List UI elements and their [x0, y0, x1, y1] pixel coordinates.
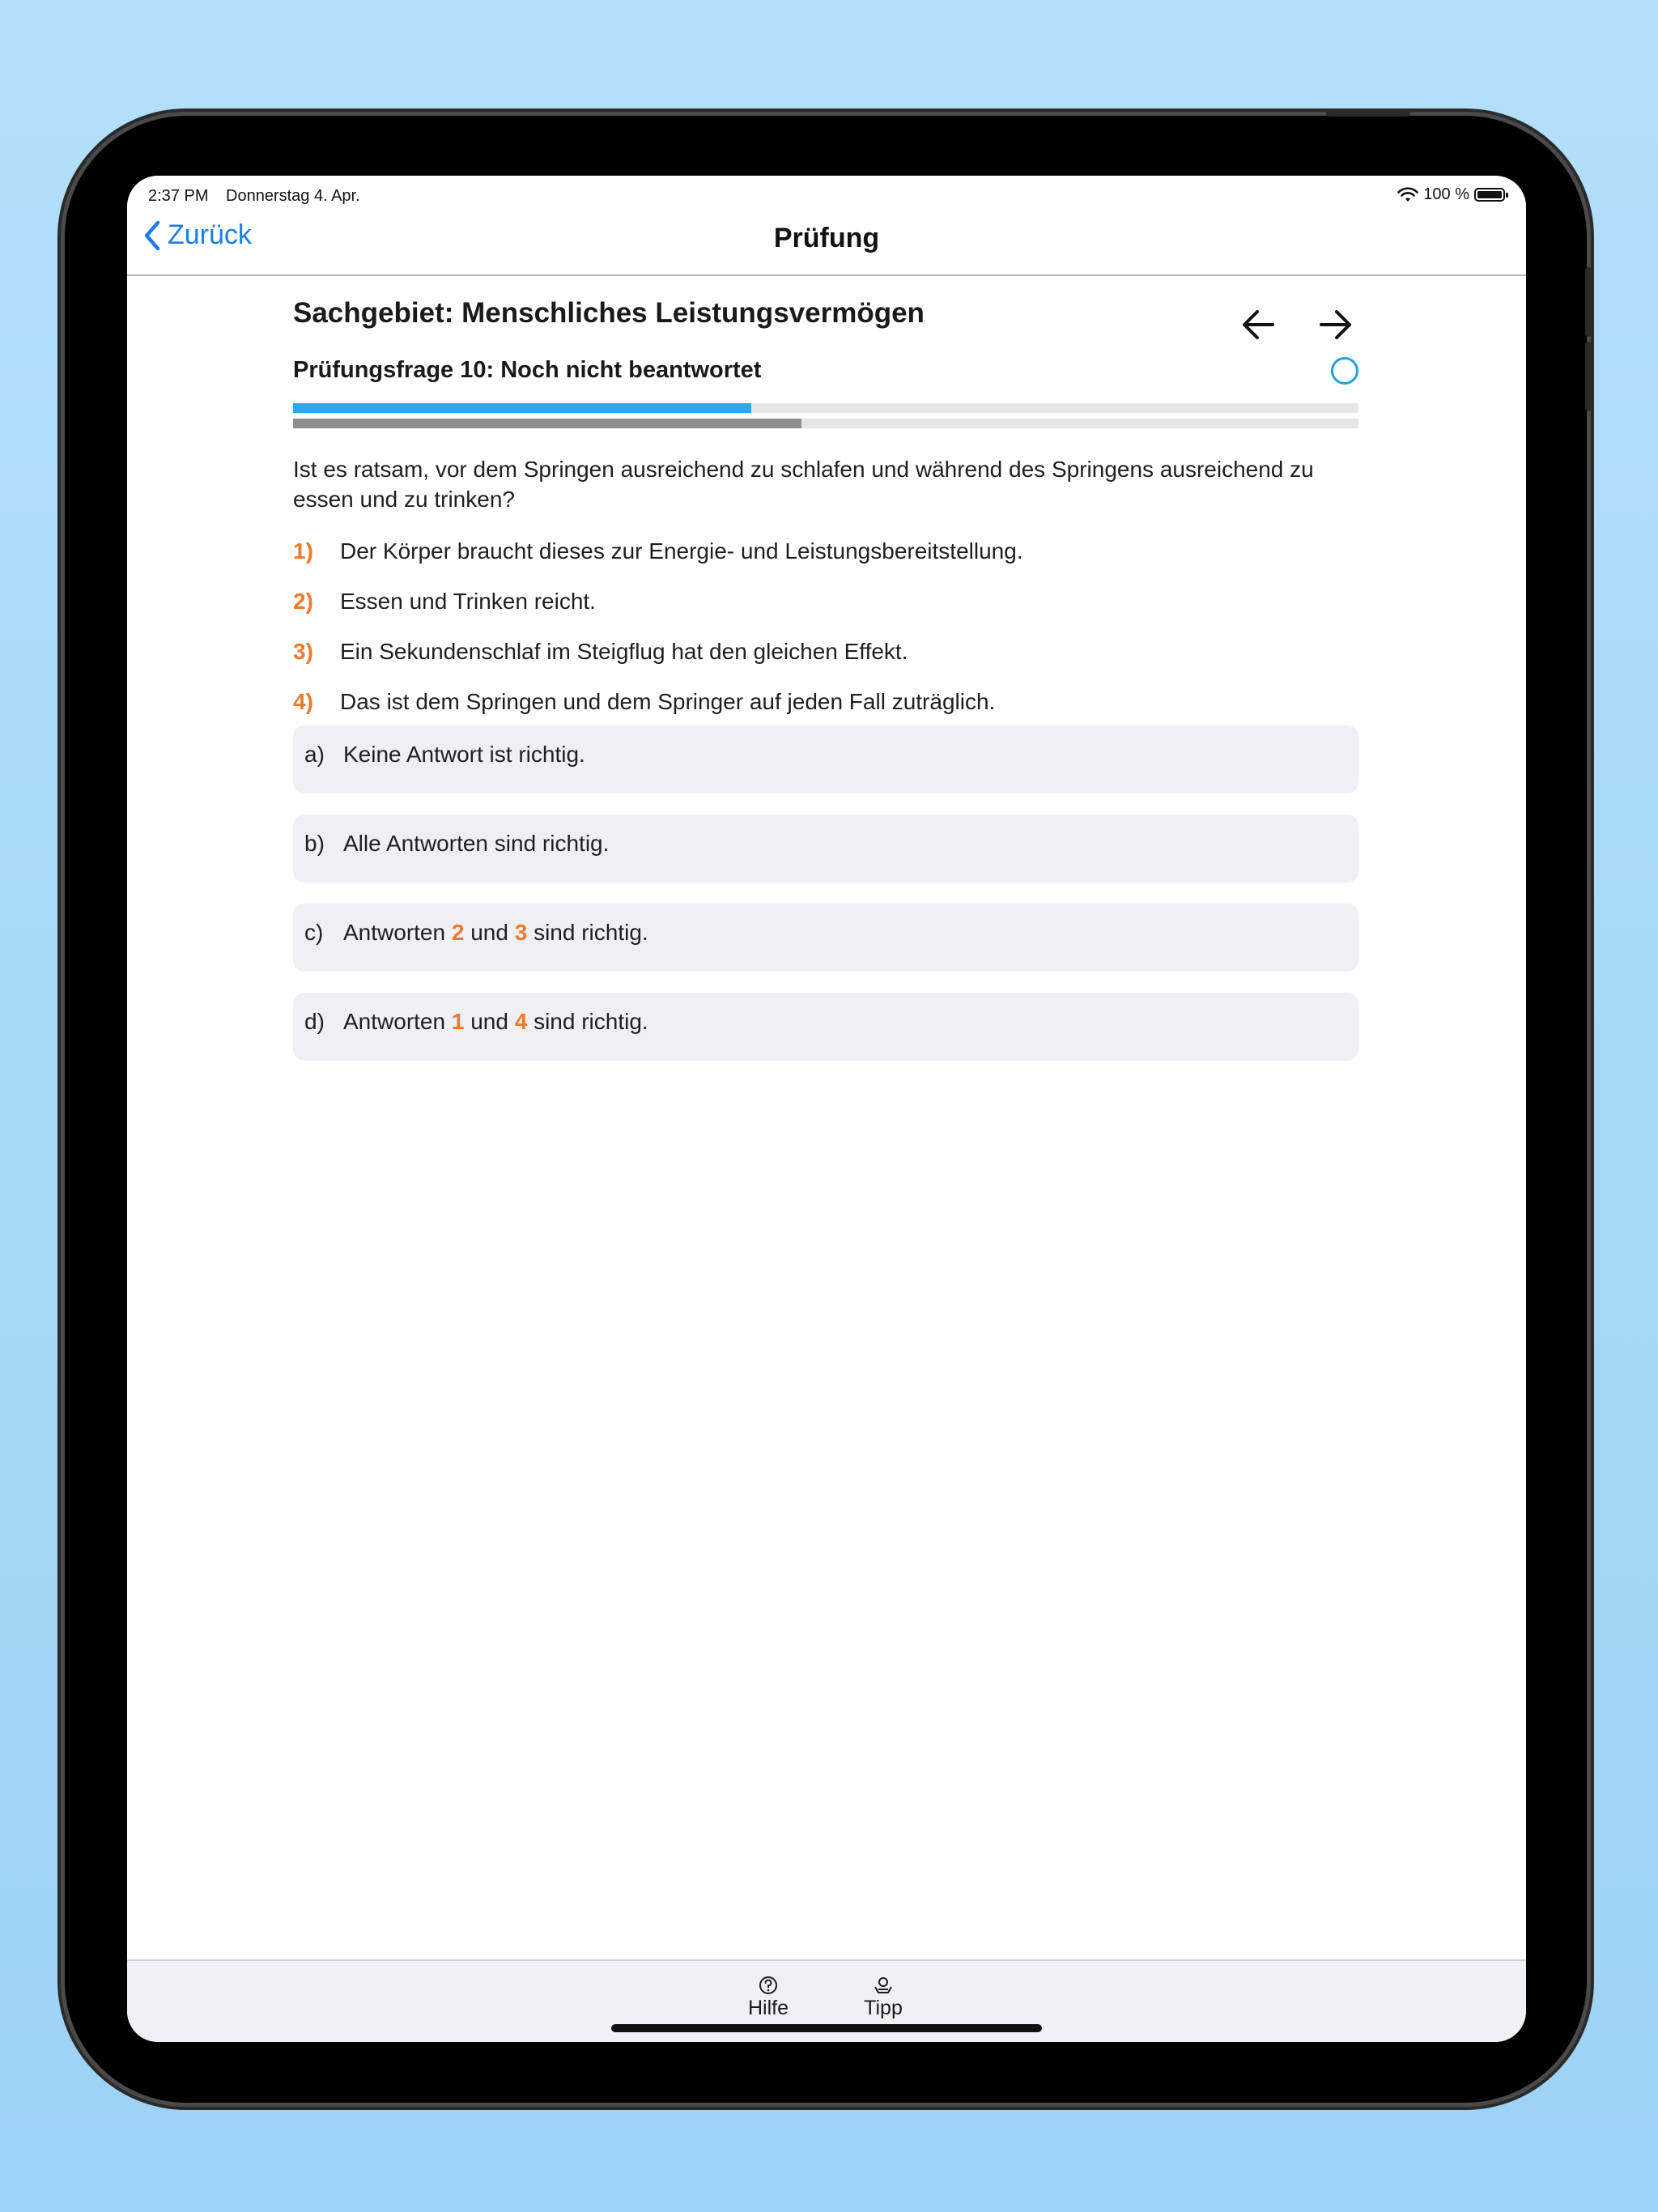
answer-ref-number: 1 — [451, 1009, 465, 1034]
answer-suffix: sind richtig. — [534, 920, 648, 945]
position-progress-bar — [293, 419, 1358, 428]
answer-option-d[interactable] — [293, 993, 1358, 1061]
bottom-toolbar — [127, 1959, 1526, 2042]
top-button — [1326, 108, 1410, 117]
arrow-left-icon — [1240, 308, 1276, 341]
answered-progress-bar — [293, 403, 1358, 413]
question-header — [293, 354, 1358, 386]
answer-option-c[interactable] — [293, 904, 1358, 972]
answer-text: Keine Antwort ist richtig. — [343, 742, 585, 767]
question-circle-icon — [728, 1974, 809, 1997]
statement-text: Essen und Trinken reicht. — [340, 589, 596, 614]
answer-option-b[interactable] — [293, 815, 1358, 883]
answer-option-a[interactable] — [293, 725, 1358, 793]
circle-icon — [1331, 357, 1358, 385]
answer-letter: c) — [304, 920, 324, 945]
statement-text: Ein Sekundenschlaf im Steigflug hat den gleichen Effekt. — [340, 639, 908, 664]
help-label: Hilfe — [747, 1997, 789, 2019]
question-navigation — [1235, 302, 1358, 347]
home-indicator — [611, 2024, 1042, 2032]
help-button[interactable] — [728, 1974, 809, 2020]
status-right — [1397, 185, 1505, 204]
previous-question-button[interactable] — [1235, 302, 1281, 347]
answer-ref-number: 2 — [451, 920, 465, 945]
answer-conjunction: und — [470, 920, 508, 945]
battery-icon — [1474, 188, 1505, 202]
back-label: Zurück — [168, 219, 252, 250]
status-date: Donnerstag 4. Apr. — [226, 187, 360, 205]
question-text: Ist es ratsam, vor dem Springen ausreichend zu schlafen und während des Springens ausreichend zu essen und zu trinken? — [293, 457, 1314, 512]
volume-down-button — [1585, 342, 1592, 411]
answer-text: Alle Antworten sind richtig. — [343, 831, 610, 856]
answer-suffix: sind richtig. — [534, 1009, 648, 1034]
lightbulb-icon — [843, 1974, 924, 1997]
tip-button[interactable] — [843, 1974, 924, 2020]
app-screen — [127, 176, 1526, 2042]
statement-text: Der Körper braucht dieses zur Energie- und Leistungsbereitstellung. — [340, 538, 1023, 564]
answer-prefix: Antworten — [343, 1009, 446, 1034]
arrow-right-icon — [1318, 308, 1354, 341]
answer-list — [293, 725, 1358, 1082]
answer-text — [343, 1009, 648, 1035]
answer-text — [343, 920, 648, 946]
navigation-bar — [127, 210, 1526, 276]
answered-progress-fill — [293, 403, 751, 413]
status-time: 2:37 PM — [148, 187, 209, 205]
statement-number: 3) — [293, 639, 313, 664]
statement-item — [293, 538, 1358, 589]
section-title: Sachgebiet: Menschliches Leistungsvermögen — [293, 297, 925, 329]
page-title: Prüfung — [773, 223, 880, 253]
volume-up-button — [1585, 267, 1592, 337]
question-label: Prüfungsfrage 10: Noch nicht beantwortet — [293, 357, 762, 383]
tip-label: Tipp — [864, 1997, 903, 2019]
answer-ref-number: 3 — [514, 920, 528, 945]
statement-number: 1) — [293, 538, 313, 564]
answer-conjunction: und — [470, 1009, 508, 1034]
answer-letter: b) — [304, 831, 325, 856]
answer-prefix: Antworten — [343, 920, 446, 945]
position-progress-fill — [293, 419, 801, 428]
answer-ref-number: 4 — [514, 1009, 528, 1034]
statement-item — [293, 639, 1358, 689]
answer-letter: a) — [304, 742, 325, 767]
next-question-button[interactable] — [1313, 302, 1358, 347]
answer-letter: d) — [304, 1009, 325, 1034]
statement-number: 4) — [293, 689, 313, 714]
status-bar — [148, 182, 1505, 210]
statement-number: 2) — [293, 589, 313, 614]
battery-text: 100 % — [1423, 185, 1469, 203]
question-content — [293, 296, 1358, 1034]
statement-list — [293, 538, 1358, 739]
wifi-icon — [1397, 187, 1418, 203]
statement-item — [293, 589, 1358, 639]
statement-text: Das ist dem Springen und dem Springer auf jeden Fall zuträglich. — [340, 689, 996, 714]
